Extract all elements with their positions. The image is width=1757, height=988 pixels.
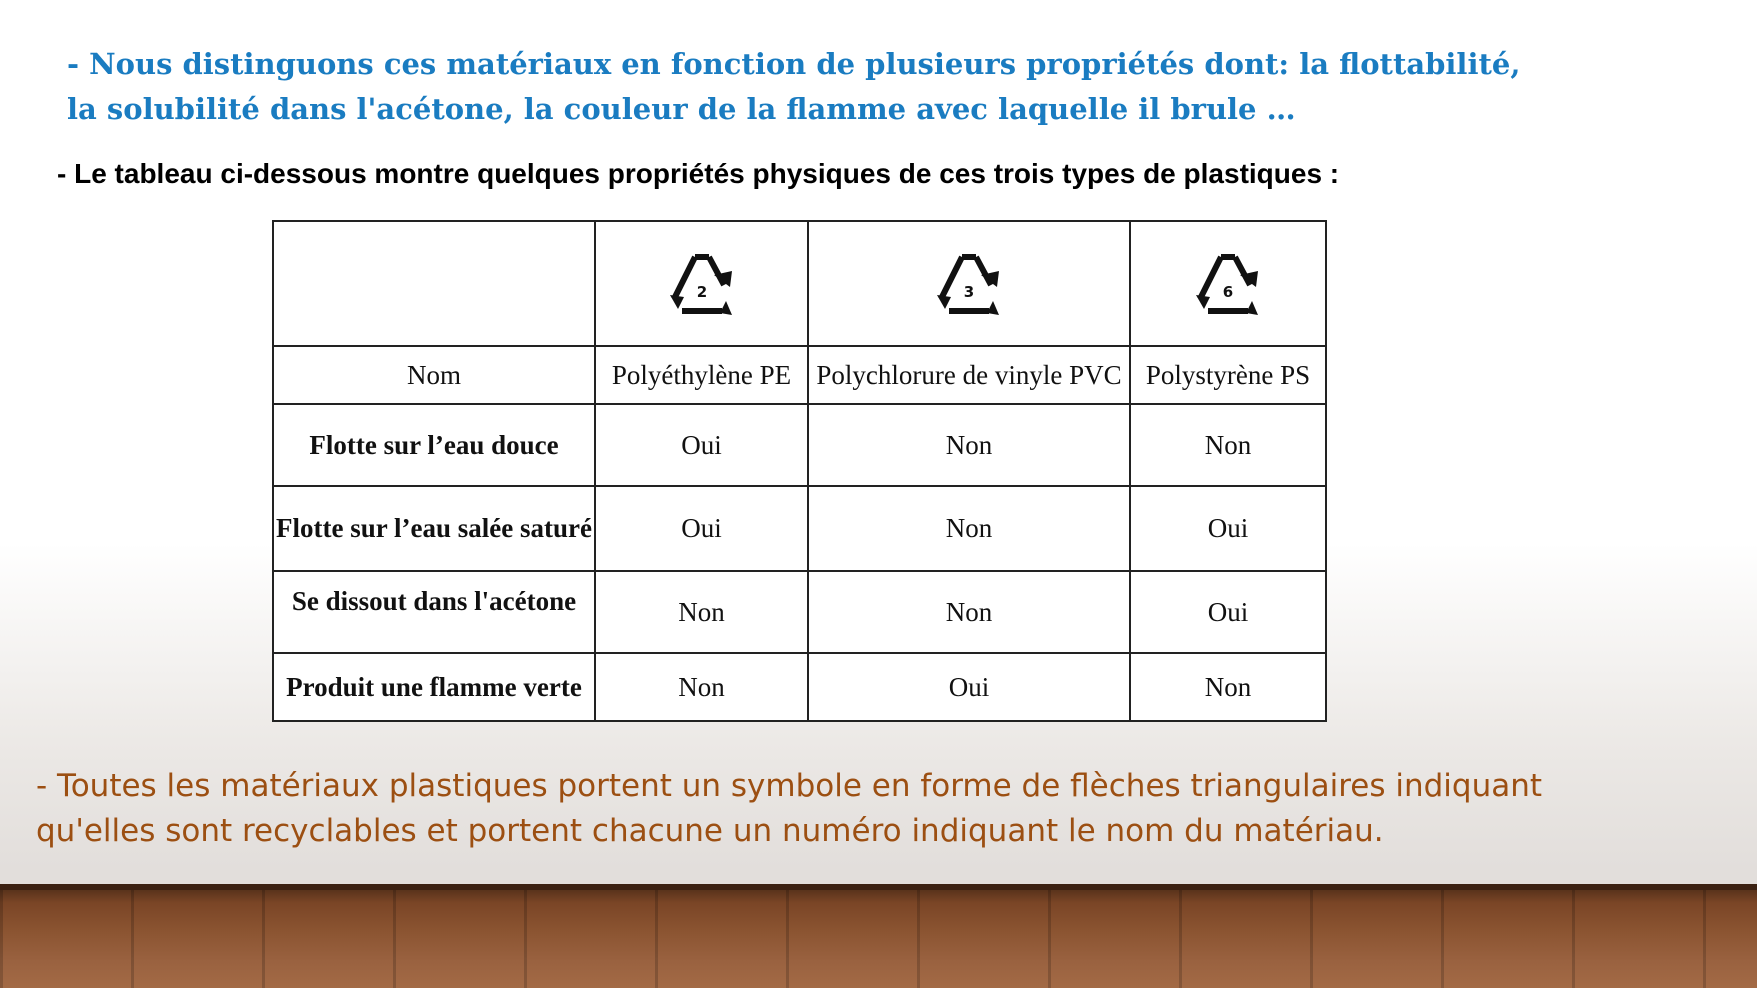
value-cell: Non [808, 571, 1130, 653]
name-row [273, 346, 1326, 404]
table-row [273, 571, 1326, 653]
symbol-row [273, 221, 1326, 346]
recycle-2-icon [662, 249, 742, 319]
value-cell: Oui [808, 653, 1130, 721]
value-cell: Oui [1130, 486, 1326, 571]
table-row [273, 404, 1326, 486]
material-name-cell: Polystyrène PS [1130, 346, 1326, 404]
material-name-cell: Polychlorure de vinyle PVC [808, 346, 1130, 404]
name-header-cell: Nom [273, 346, 595, 404]
intro-line-2: la solubilité dans l'acétone, la couleur de la flamme avec laquelle il brule … [67, 92, 1296, 126]
empty-corner-cell [273, 221, 595, 346]
value-cell: Oui [1130, 571, 1326, 653]
value-cell: Non [1130, 653, 1326, 721]
property-label-cell: Produit une flamme verte [273, 653, 595, 721]
value-cell: Non [808, 486, 1130, 571]
symbol-cell [808, 221, 1130, 346]
wooden-floor-decoration [0, 884, 1757, 988]
svg-text:3: 3 [963, 282, 975, 301]
svg-text:6: 6 [1222, 282, 1234, 301]
properties-table [272, 220, 1327, 722]
symbol-cell [595, 221, 808, 346]
value-cell: Non [595, 653, 808, 721]
value-cell: Oui [595, 404, 808, 486]
value-cell: Oui [595, 486, 808, 571]
property-label-cell: Flotte sur l’eau salée saturé [273, 486, 595, 571]
recycle-6-icon [1188, 249, 1268, 319]
intro-text [67, 42, 1707, 132]
table-lead-text: - Le tableau ci-dessous montre quelques propriétés physiques de ces trois types de plastiques : [57, 158, 1340, 189]
svg-text:2: 2 [696, 282, 707, 301]
value-cell: Non [1130, 404, 1326, 486]
value-cell: Non [595, 571, 808, 653]
note-line-1: - Toutes les matériaux plastiques portent un symbole en forme de flèches triangulaires indiquant [36, 768, 1543, 804]
table-row [273, 653, 1326, 721]
material-name-cell: Polyéthylène PE [595, 346, 808, 404]
property-label-cell: Flotte sur l’eau douce [273, 404, 595, 486]
properties-table-container [272, 220, 1327, 722]
intro-line-1: - Nous distinguons ces matériaux en fonction de plusieurs propriétés dont: la flottabilité, [67, 47, 1521, 81]
table-row [273, 486, 1326, 571]
symbol-cell [1130, 221, 1326, 346]
value-cell: Non [808, 404, 1130, 486]
note-line-2: qu'elles sont recyclables et portent chacune un numéro indiquant le nom du matériau. [36, 813, 1384, 849]
recycle-3-icon [929, 249, 1009, 319]
property-label-cell: Se dissout dans l'acétone [273, 571, 595, 653]
recycling-note-text [36, 764, 1726, 854]
